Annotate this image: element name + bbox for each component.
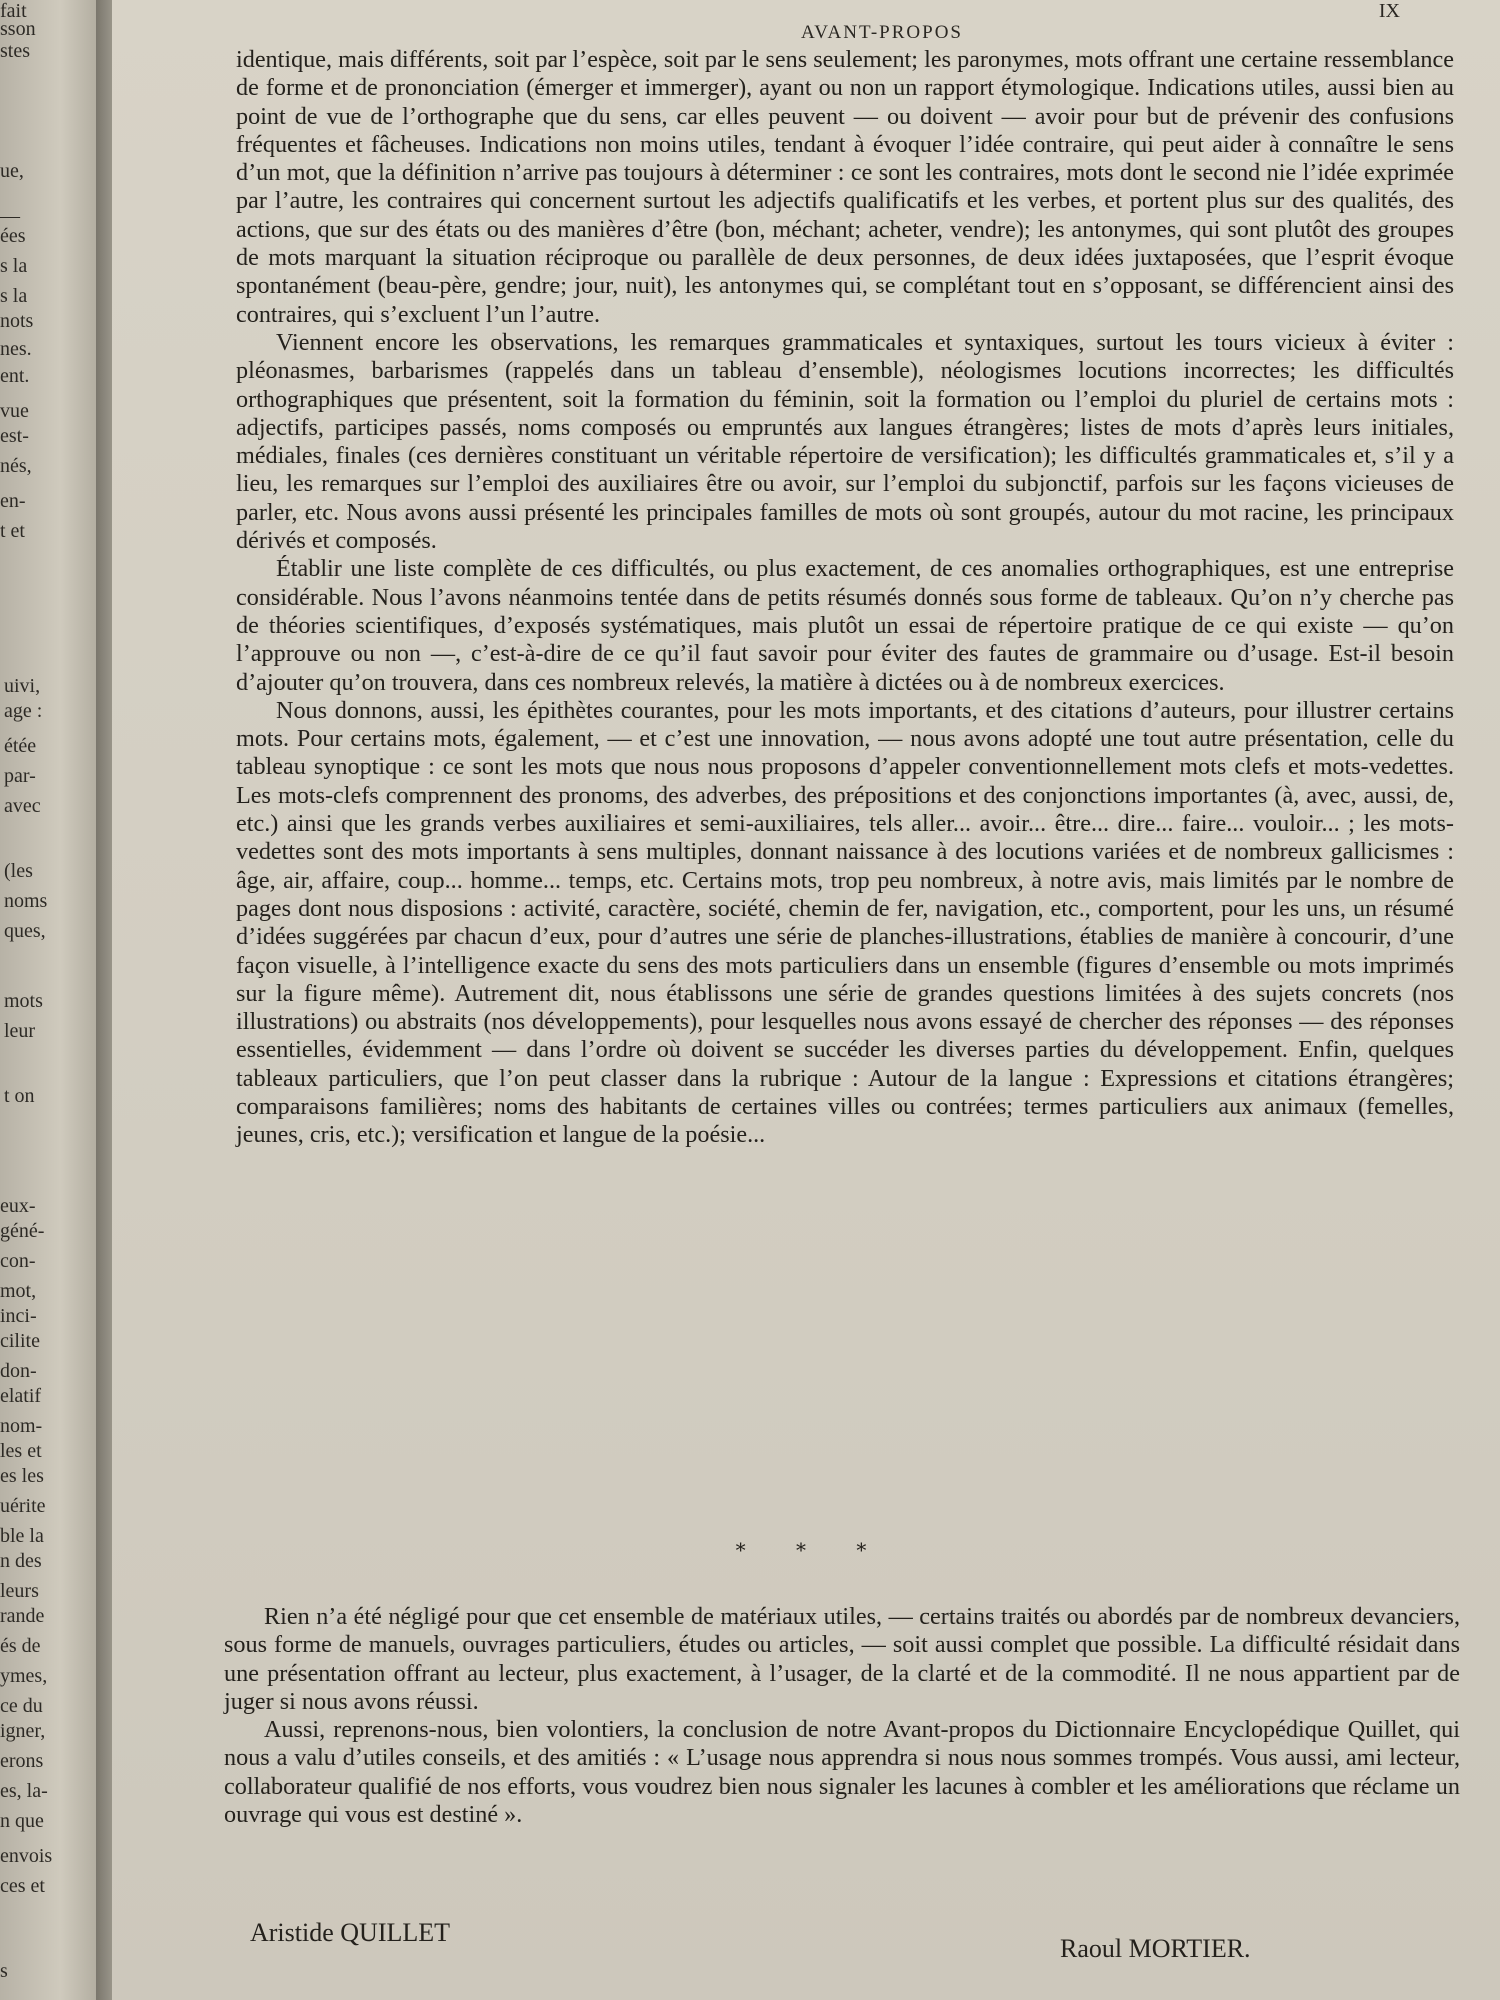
- facing-page-fragment: es, la-: [0, 1780, 48, 1802]
- paragraph-difficultes: Établir une liste complète de ces difficultés, ou plus exactement, de ces anomalies orthographiques, est une entreprise considérable. Nous l’avons néanmoins tentée dans de petits résumés donnés sous forme de tableaux. Qu’on n’y cherche pas de théories scientifiques, d’exposés systématiques, mais plutôt un essai de répertoire pratique de ce qui existe — qu’on l’approuve ou non —, c’est-à-dire de ce qu’il faut savoir pour éviter des fautes de grammaire ou d’usage. Est-il besoin d’ajouter qu’on trouvera, dans ces nombreux relevés, la matière à dictées ou à de nombreux exercices.: [236, 555, 1454, 696]
- facing-page-fragment: ce du: [0, 1695, 43, 1717]
- facing-page-fragment: inci-: [0, 1305, 37, 1327]
- facing-page-fragment: nes.: [0, 338, 32, 360]
- facing-page-fragment: erons: [0, 1750, 44, 1772]
- facing-page-fragment: ques,: [4, 920, 46, 942]
- facing-page-fragment: rande: [0, 1605, 45, 1627]
- facing-page-fragment: en-: [0, 490, 26, 512]
- facing-page-fragment: nés,: [0, 455, 32, 477]
- facing-page-fragment: es les: [0, 1465, 44, 1487]
- facing-page-fragment: uérite: [0, 1495, 46, 1517]
- facing-page-fragment: ces et: [0, 1875, 45, 1897]
- facing-page-fragment: ent.: [0, 365, 30, 387]
- facing-page-fragment: n que: [0, 1810, 44, 1832]
- facing-page-fragment: don-: [0, 1360, 37, 1382]
- facing-page-fragment: vue: [0, 400, 29, 422]
- facing-page-fragment: mots: [4, 990, 43, 1012]
- facing-page-fragment: envois: [0, 1845, 53, 1867]
- paragraph-epithetes: Nous donnons, aussi, les épithètes courantes, pour les mots importants, et des citations d’auteurs, pour illustrer certains mots. Pour certains mots, également, — et c’est une innovation, — nous avons adopté une tout autre présentation, celle du tableau synoptique : ce sont les mots que nous nous proposons d’appeler conventionnellement mots clefs et mots-vedettes. Les mots-clefs comprennent des pronoms, des adverbes, des prépositions et des conjonctions importantes (à, avec, aussi, de, etc.) ainsi que les grands verbes auxiliaires et semi-auxiliaires, tels aller... avoir... être... dire... faire... vouloir... ; les mots-vedettes sont des mots importants à sens multiples, donnant naissance à des locutions variées et de nombreux gallicismes : âge, air, affaire, coup... homme... temps, etc. Certains mots, trop peu nombreux, à notre avis, mais limités par le nombre de pages dont nous disposions : activité, caractère, société, chemin de fer, navigation, etc., comportent, pour les uns, un résumé d’idées suggérées par chacun d’eux, pour d’autres une série de planches-illustrations, établies de manière à concourir, d’une façon visuelle, à l’intelligence exacte du sens des mots particuliers dans un ensemble (figures d’ensemble ou mots imprimés sur la figure même). Autrement dit, nous établissons une série de grandes questions limitées à des sujets concrets (nos illustrations) ou abstraits (nos développements), pour lesquelles nous avons essayé de chercher des réponses — des réponses essentielles, évidemment — dans l’ordre où doivent se succéder les diverses parties du développement. Enfin, quelques tableaux particuliers, que l’on peut classer dans la rubrique : Autour de la langue : Expressions et citations étrangères; comparaisons familières; noms des habitants de certaines villes ou contrées; termes particuliers aux animaux (femelles, jeunes, cris, etc.); versification et langue de la poésie...: [236, 696, 1454, 1149]
- facing-page-fragment: fait: [0, 0, 27, 22]
- facing-page-fragment: nots: [0, 310, 34, 332]
- facing-page-fragment: eux-: [0, 1195, 36, 1217]
- facing-page-fragment: t on: [4, 1085, 35, 1107]
- facing-page-fragment: nom-: [0, 1415, 43, 1437]
- facing-page-fragment: cilite: [0, 1330, 40, 1352]
- paragraph-paronymes-contraires: identique, mais différents, soit par l’espèce, soit par le sens seulement; les paronymes, mots offrant une certaine ressemblance de forme et de prononciation (émerger et immerger), ayant ou non un rapport étymologique. Indications utiles, aussi bien au point de vue de l’orthographe que du sens, car elles peuvent — ou doivent — avoir pour but de prévenir des confusions fréquentes et fâcheuses. Indications non moins utiles, tendant à évoquer l’idée contraire, qui peut aider à connaître le sens d’un mot, que la définition n’arrive pas toujours à déterminer : ce sont les contraires, mots dont le second nie l’idée exprimée par l’autre, les contraires qui concernent surtout les adjectifs qualificatifs et les verbes, et portent plus sur des qualités, des actions, que sur des états ou des manières d’être (bon, méchant; acheter, vendre); les antonymes, qui sont plutôt des groupes de mots marquant la situation réciproque ou parallèle de deux personnes, de deux idées juxtaposées, que l’esprit évoque spontanément (beau-père, gendre; jour, nuit), les antonymes qui, se complétant tout en s’opposant, se différencient ainsi des contraires, qui s’excluent l’un l’autre.: [236, 46, 1454, 328]
- facing-page-fragment: est-: [0, 425, 29, 447]
- facing-page-fragment: uivi,: [4, 675, 41, 697]
- facing-page-fragment: noms: [4, 890, 48, 912]
- facing-page-fragment: leurs: [0, 1580, 39, 1602]
- facing-page-fragment: ue,: [0, 160, 24, 182]
- signature-right: Raoul MORTIER.: [1060, 1934, 1251, 1963]
- facing-page-fragment: les et: [0, 1440, 42, 1462]
- facing-page-fragment: age :: [4, 700, 43, 722]
- facing-page-fragment: n des: [0, 1550, 42, 1572]
- section-separator: * * *: [735, 1538, 889, 1562]
- closing-text: [224, 1603, 1460, 1829]
- facing-page-fragment: és de: [0, 1635, 41, 1657]
- facing-page-fragment: —: [0, 205, 20, 227]
- facing-page-fragment: ées: [0, 225, 26, 247]
- facing-page-fragment: elatif: [0, 1385, 42, 1407]
- facing-page-fragment: igner,: [0, 1720, 46, 1742]
- facing-page-fragment: ymes,: [0, 1665, 48, 1687]
- body-text: [236, 46, 1454, 1150]
- paragraph-rien-neglige: Rien n’a été négligé pour que cet ensemble de matériaux utiles, — certains traités ou abordés par de nombreux devanciers, sous forme de manuels, ouvrages particuliers, études ou articles, — soit aussi complet que possible. La difficulté résidait dans une présentation offrant au lecteur, plus exactement, à l’usager, de la clarté et de la commodité. Il ne nous appartient par de juger si nous avons réussi.: [224, 1603, 1460, 1715]
- page-number: IX: [1378, 0, 1400, 22]
- facing-page-fragment: géné-: [0, 1220, 45, 1242]
- facing-page-fragment: étée: [4, 735, 37, 757]
- facing-page-fragment: par-: [4, 765, 36, 787]
- paragraph-observations: Viennent encore les observations, les remarques grammaticales et syntaxiques, surtout les tours vicieux à éviter : pléonasmes, barbarismes (rappelés dans un tableau d’ensemble), néologismes locutions incorrectes; les difficultés orthographiques que présentent, soit la formation du féminin, soit la formation ou l’emploi du pluriel de certains mots : adjectifs, participes passés, noms composés ou empruntés aux langues étrangères; listes de mots d’après leurs initiales, médiales, finales (ces dernières constituant un véritable répertoire de versification); les difficultés grammaticales et, s’il y a lieu, les remarques sur l’emploi des auxiliaires être ou avoir, sur l’emploi du subjonctif, parfois sur les façons vicieuses de parler, etc. Nous avons aussi présenté les principales familles de mots où sont groupés, autour du mot racine, les principaux dérivés et composés.: [236, 328, 1454, 555]
- facing-page-fragment: s la: [0, 255, 28, 277]
- paragraph-conclusion: Aussi, reprenons-nous, bien volontiers, la conclusion de notre Avant-propos du Dictionnaire Encyclopédique Quillet, qui nous a valu d’utiles conseils, et des amitiés : « L’usage nous apprendra si nous nous sommes trompés. Vous aussi, ami lecteur, collaborateur qualifié de nos efforts, vous voudrez bien nous signaler les lacunes à combler et les améliorations que réclame un ouvrage qui vous est destiné ».: [224, 1716, 1460, 1829]
- facing-page-fragment: (les: [4, 860, 33, 882]
- facing-page-fragment: con-: [0, 1250, 36, 1272]
- facing-page-fragment: ble la: [0, 1525, 44, 1547]
- running-head: AVANT-PROPOS: [801, 22, 963, 43]
- facing-page-fragment: t et: [0, 520, 25, 542]
- signature-left: Aristide QUILLET: [250, 1918, 451, 1947]
- book-page: [112, 0, 1500, 2000]
- facing-page-fragment: s la: [0, 285, 28, 307]
- facing-page-fragment: sson: [0, 18, 36, 40]
- facing-page-fragment: avec: [4, 795, 41, 817]
- facing-page-fragment: mot,: [0, 1280, 37, 1302]
- facing-page-fragment: leur: [4, 1020, 36, 1042]
- facing-page-edge: [0, 0, 110, 2000]
- facing-page-fragment: s: [0, 1960, 8, 1982]
- facing-page-fragment: stes: [0, 40, 30, 62]
